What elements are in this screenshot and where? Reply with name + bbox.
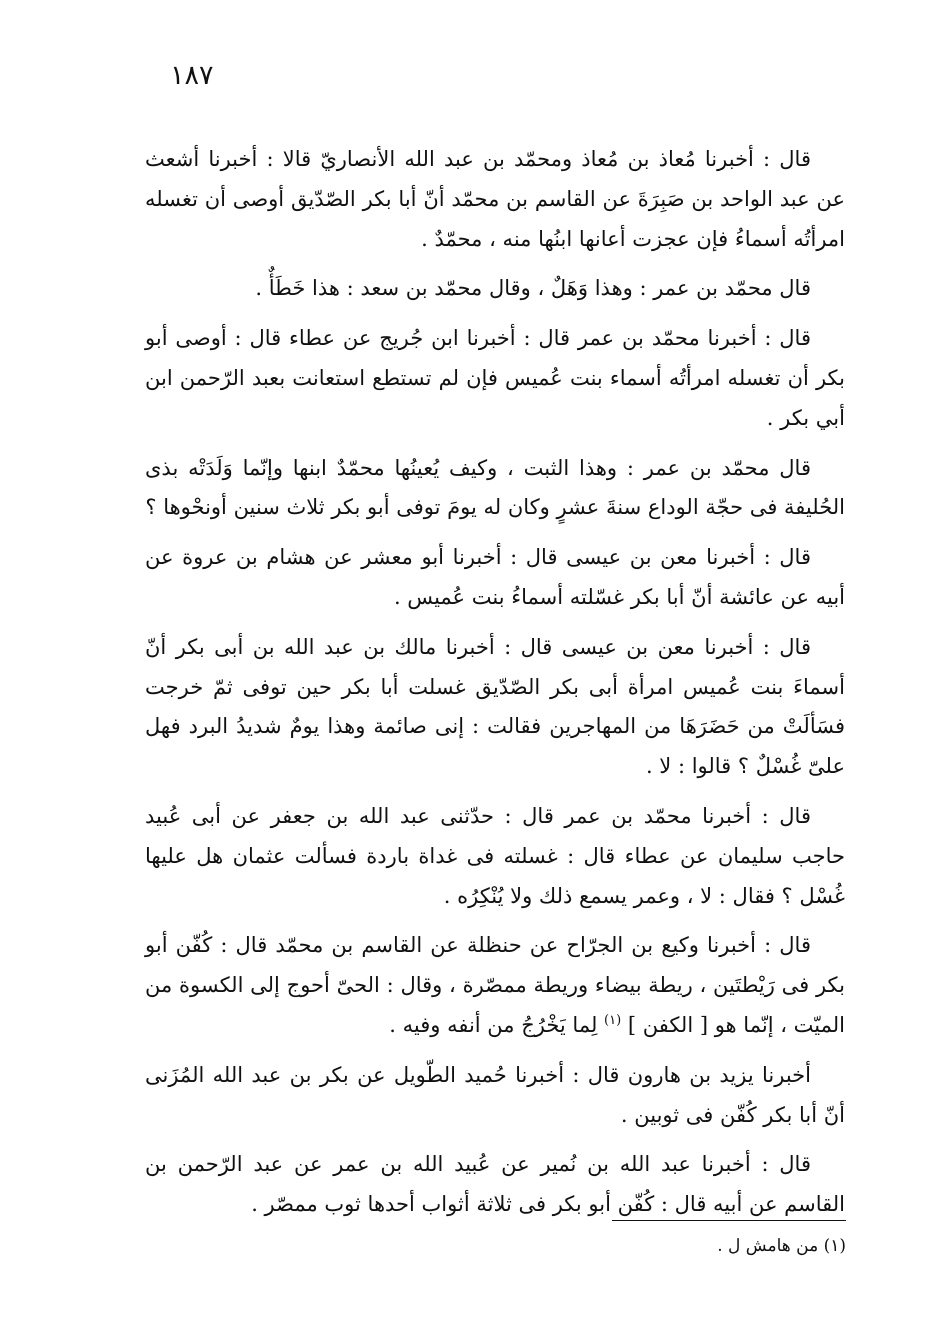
body-text (145, 140, 845, 1225)
paragraph: قال محمّد بن عمر : وهذا وَهَلٌ ، وقال محمّد بن سعد : هذا خَطَأٌ . (255, 276, 811, 301)
paragraph: قال : أخبرنا محمّد بن عمر قال : حدّثنى عبد الله بن جعفر عن أبى عُبيد حاجب سليمان عن عطاء قال : غسلته فى غداة باردة فسألت عثمان هل عليها غُسْل ؟ فقال : لا ، وعمر يسمع ذلك ولا يُنْكِرُه . (145, 803, 845, 908)
paragraph: قال محمّد بن عمر : وهذا الثبت ، وكيف يُعينُها محمّدٌ ابنها وإنّما وَلَدَتْه بذى الحُليفة فى حجّة الوداع سنةَ عشرٍ وكان له يومَ توفى أبو بكر ثلاث سنين أونحْوها ؟ (145, 455, 845, 520)
paragraph: قال : أخبرنا معن بن عيسى قال : أخبرنا مالك بن عبد الله بن أبى بكر أنّ أسماءَ بنت عُميس امرأة أبى بكر الصّدّيق غسلت أبا بكر حين توفى ثمّ خرجت فسَألَتْ من حَضَرَهَا من المهاجرين فقالت : إنى صائمة وهذا يومٌ شديدُ البرد فهل علىّ غُسْلٌ ؟ قالوا : لا . (145, 634, 845, 779)
page-number: ١٨٧ (170, 60, 214, 91)
paragraph: قال : أخبرنا مُعاذ بن مُعاذ ومحمّد بن عبد الله الأنصاريّ قالا : أخبرنا أشعث عن عبد الواحد بن صَبِرَةَ عن القاسم بن محمّد أنّ أبا بكر الصّدّيق أوصى أن تغسله امرأتُه أسماءُ فإن عجزت أعانها ابنُها منه ، محمّدٌ . (145, 147, 845, 251)
paragraph: قال : أخبرنا معن بن عيسى قال : أخبرنا أبو معشر عن هشام بن عروة عن أبيه عن عائشة أنّ أبا بكر غسّلته أسماءُ بنت عُميس . (145, 545, 845, 609)
footnote-marker: (١) (604, 1012, 622, 1028)
paragraph: قال : أخبرنا عبد الله بن نُمير عن عُبيد الله بن عمر عن عبد الرّحمن بن القاسم عن أبيه قال : كُفّن أبو بكر فى ثلاثة أثواب أحدها ثوب ممصّر . (145, 1152, 845, 1217)
footnote-divider (612, 1220, 846, 1221)
paragraph: قال : أخبرنا محمّد بن عمر قال : أخبرنا ابن جُريج عن عطاء قال : أوصى أبو بكر أن تغسله امرأتُه أسماء بنت عُميس فإن لم تستطع استعانت بعبد الرّحمن ابن أبي بكر . (145, 326, 845, 430)
footnote: (١) من هامش ل . (717, 1236, 846, 1256)
paragraph: أخبرنا يزيد بن هارون قال : أخبرنا حُميد الطّويل عن بكر بن عبد الله المُزَنى أنّ أبا بكر كُفّن فى ثوبين . (145, 1062, 845, 1127)
paragraph-with-footnote: قال : أخبرنا وكيع بن الجرّاح عن حنظلة عن القاسم بن محمّد قال : كُفّن أبو بكر فى رَيْطتَين ، ريطة بيضاء وريطة ممصّرة ، وقال : الحىّ أحوج إلى الكسوة من الميّت ، إنّما هو [ الكفن ] $^{(١)}$ لِما يَخْرُجُ من أنفه وفيه . (145, 933, 845, 1037)
